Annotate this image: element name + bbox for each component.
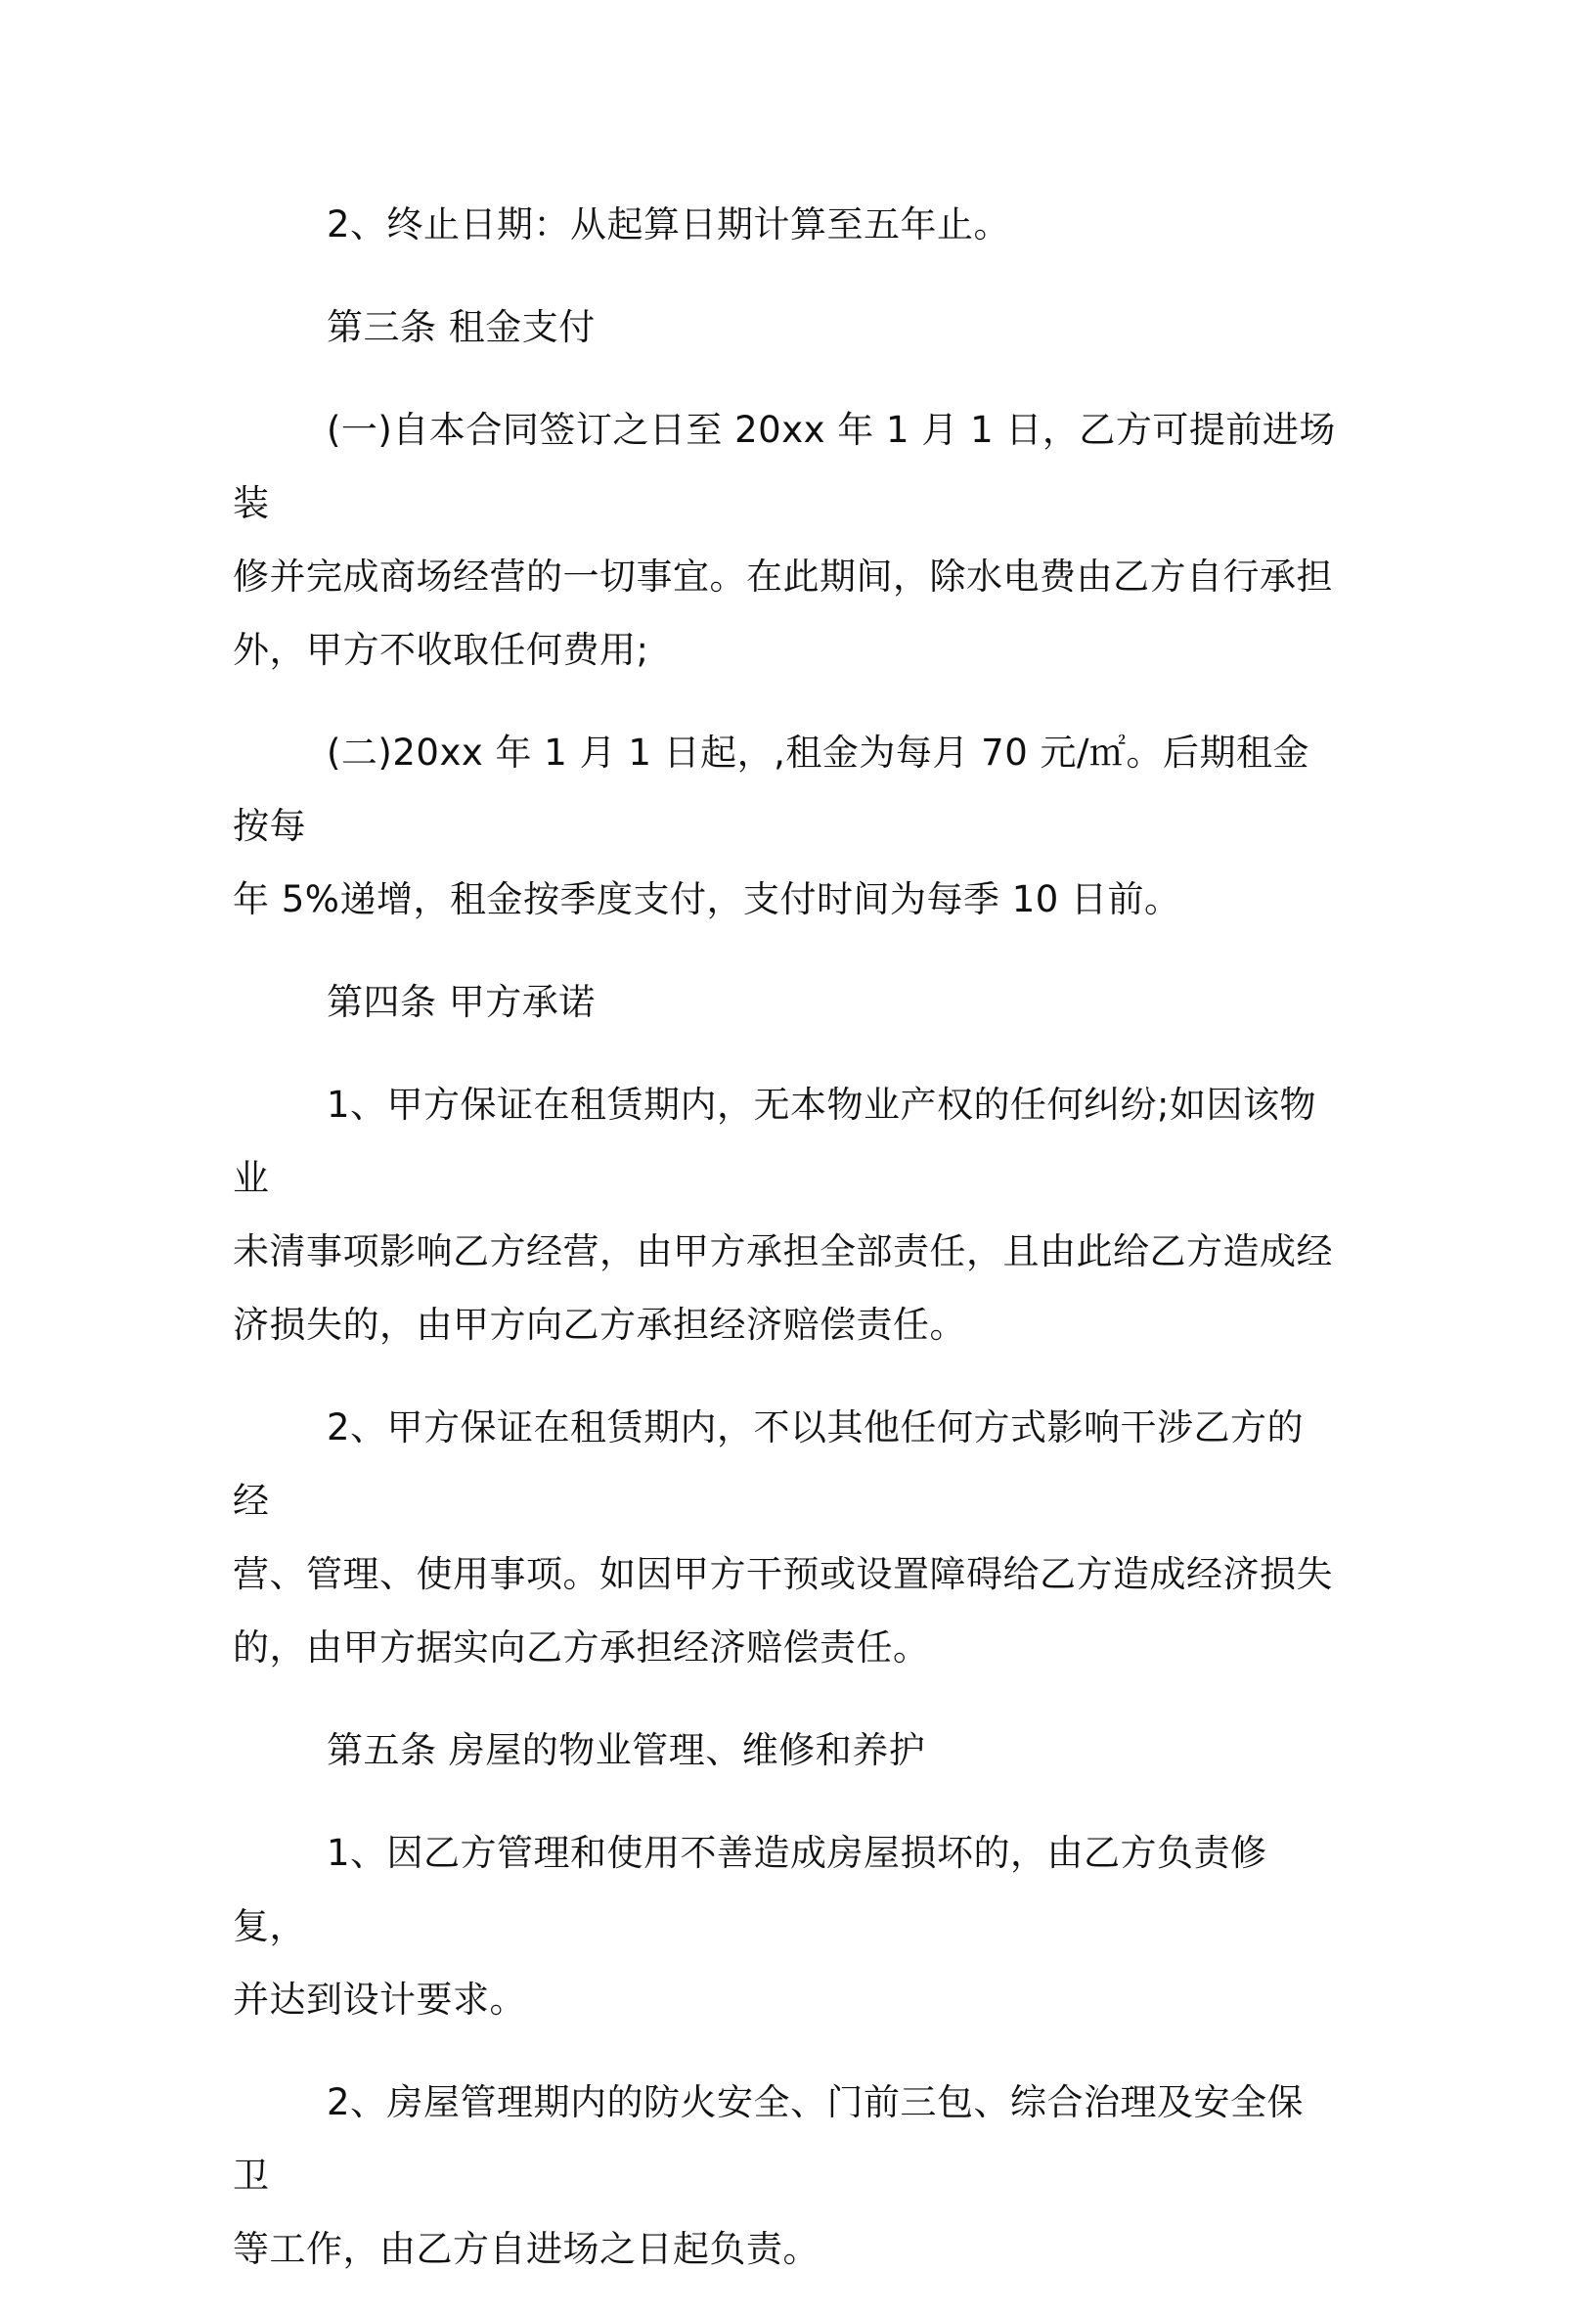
heading-text: 第四条 甲方承诺 [327,981,596,1023]
text-line: 2、甲方保证在租赁期内，不以其他任何方式影响干涉乙方的经 [233,1406,1305,1522]
text-line: 并达到设计要求。 [233,1979,526,2021]
paragraph-maintenance-1 [233,1816,1338,2036]
text-line: 修并完成商场经营的一切事宜。在此期间，除水电费由乙方自行承担 [233,556,1333,598]
heading-article-4 [233,965,1338,1039]
paragraph-termination-date [233,188,1338,261]
text-line: 等工作，由乙方自进场之日起负责。 [233,2228,820,2270]
document-body [233,188,1338,2315]
paragraph-rent-2 [233,716,1338,936]
text-line: 年 5%递增，租金按季度支付，支付时间为每季 10 日前。 [233,878,1181,920]
text-line: 济损失的，由甲方向乙方承担经济赔偿责任。 [233,1304,966,1346]
heading-text: 第五条 房屋的物业管理、维修和养护 [327,1729,926,1771]
text-line: (二)20xx 年 1 月 1 日起，,租金为每月 70 元/㎡。后期租金按每 [233,732,1309,847]
text-line: 外，甲方不收取任何费用; [233,629,649,671]
paragraph-promise-2 [233,1391,1338,1684]
text-line: 营、管理、使用事项。如因甲方干预或设置障碍给乙方造成经济损失 [233,1553,1333,1595]
paragraph-rent-1 [233,393,1338,687]
text-line: 的，由甲方据实向乙方承担经济赔偿责任。 [233,1626,930,1669]
text-line: (一)自本合同签订之日至 20xx 年 1 月 1 日，乙方可提前进场装 [233,409,1336,524]
heading-text: 第三条 租金支付 [327,306,596,348]
text-line: 1、甲方保证在租赁期内，无本物业产权的任何纠纷;如因该物业 [233,1084,1317,1199]
text-line: 2、房屋管理期内的防火安全、门前三包、综合治理及安全保卫 [233,2081,1305,2197]
text-line: 未清事项影响乙方经营，由甲方承担全部责任，且由此给乙方造成经 [233,1230,1333,1272]
heading-article-5 [233,1714,1338,1787]
heading-article-3 [233,290,1338,364]
text-line: 1、因乙方管理和使用不善造成房屋损坏的，由乙方负责修复， [233,1832,1267,1947]
text-line: 2、终止日期：从起算日期计算至五年止。 [327,203,1011,245]
paragraph-promise-1 [233,1068,1338,1361]
paragraph-maintenance-2 [233,2066,1338,2286]
